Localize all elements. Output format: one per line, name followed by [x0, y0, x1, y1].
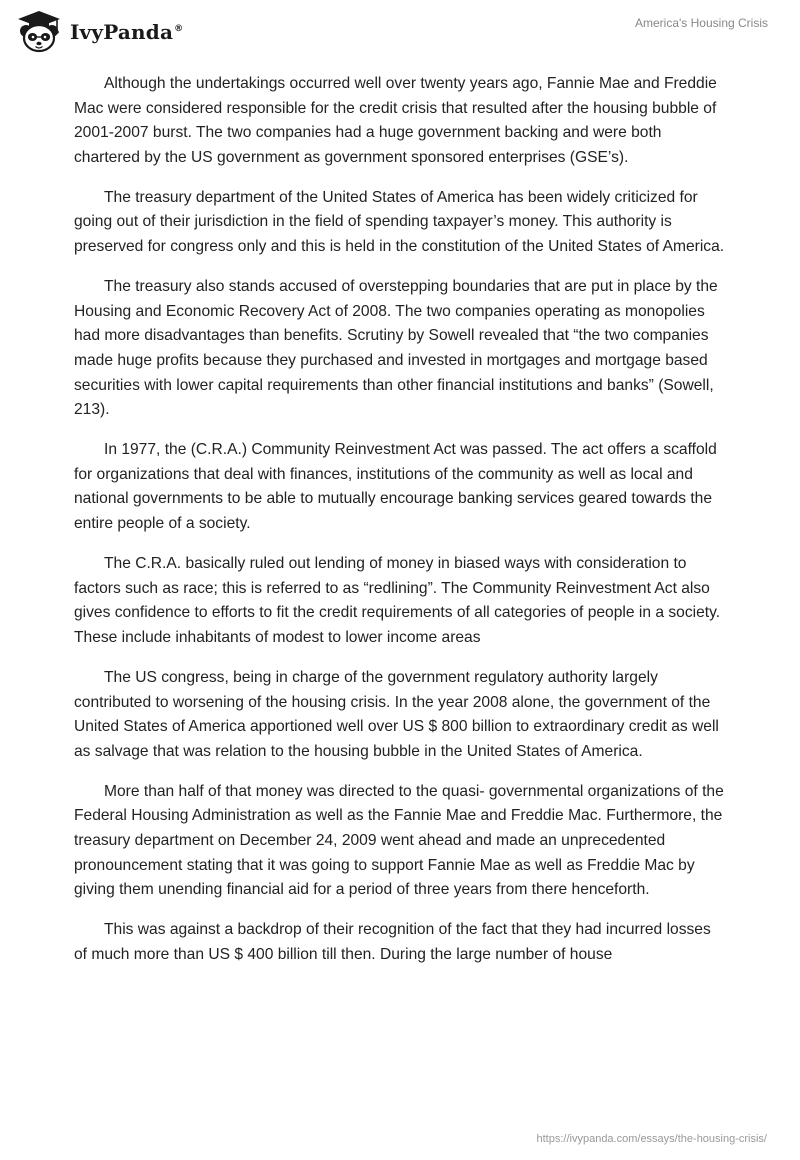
paragraph: The treasury also stands accused of overstepping boundaries that are put in place by the Housing and Economic Recovery Act of 2008. The two companies operating as monopolies had more disadvantages than benefits. Scrutiny by Sowell revealed that “the two companies made huge profits because they purchased and invested in mortgages and mortgage based securities with lower capital requirements than other financial institutions and banks” (Sowell, 213). — [74, 278, 718, 419]
document-title: America's Housing Crisis — [635, 16, 768, 30]
paragraph: In 1977, the (C.R.A.) Community Reinvestment Act was passed. The act offers a scaffold for organizations that deal with finances, institutions of the community as well as local and national governments to be able to mutually encourage banking services geared towards the entire people of a society. — [74, 441, 717, 532]
paragraph: The US congress, being in charge of the government regulatory authority largely contributed to worsening of the housing crisis. In the year 2008 alone, the government of the United States of America apportioned well over US $ 800 billion to extraordinary credit as well as salvage that was relation to the housing bubble in the United States of America. — [74, 668, 719, 760]
paragraph: The treasury department of the United States of America has been widely criticized for going out of their jurisdiction in the field of spending taxpayer’s money. This authority is preserved for congress only and this is held in the constitution of the United States of America. — [74, 188, 725, 256]
brand-name: IvyPanda® — [70, 20, 184, 44]
page-header — [0, 0, 800, 60]
essay-body — [74, 72, 726, 983]
paragraph: This was against a backdrop of their recognition of the fact that they had incurred losses of much more than US $ 400 billion till then. During the large number of house — [74, 921, 711, 963]
paragraph: More than half of that money was directed to the quasi- governmental organizations of the Federal Housing Administration as well as the Fannie Mae and Freddie Mac. Furthermore, the treasury department on December 24, 2009 went ahead and made an unprecedented pronouncement stating that it was going to support Fannie Mae as well as Freddie Mac by giving them unending financial aid for a period of three years from there henceforth. — [74, 782, 724, 899]
registered-mark: ® — [174, 24, 184, 35]
ivypanda-logo[interactable] — [14, 9, 183, 53]
source-url[interactable]: https://ivypanda.com/essays/the-housing-crisis/ — [536, 1133, 767, 1145]
panda-graduate-icon — [14, 9, 64, 53]
paragraph: The C.R.A. basically ruled out lending of money in biased ways with consideration to factors such as race; this is referred to as “redlining”. The Community Reinvestment Act also gives confidence to efforts to fit the credit requirements of all categories of people in a society. These include inhabitants of modest to lower income areas — [74, 555, 721, 646]
paragraph: Although the undertakings occurred well over twenty years ago, Fannie Mae and Freddie Mac were considered responsible for the credit crisis that resulted after the housing bubble of 2001-2007 burst. The two companies had a huge government backing and were both chartered by the US government as government sponsored enterprises (GSE’s). — [74, 75, 717, 166]
